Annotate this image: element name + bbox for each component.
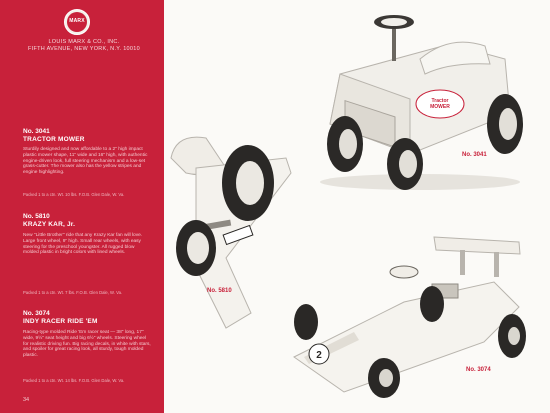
company-line-2: FIFTH AVENUE, NEW YORK, N.Y. 10010 xyxy=(28,45,140,52)
svg-text:2: 2 xyxy=(316,350,322,361)
marx-logo xyxy=(64,9,90,35)
item-number-3041: No. 3041 xyxy=(23,128,50,135)
item-pack-3074: Packed 1 to a ctn. Wt. 14 lbs. F.O.B. Glen Dale, W. Va. xyxy=(23,378,125,383)
item-number-3074: No. 3074 xyxy=(23,310,50,317)
company-name xyxy=(14,39,154,52)
svg-text:MOWER: MOWER xyxy=(430,104,450,110)
item-number-5810: No. 5810 xyxy=(23,213,50,220)
caption-krazy: No. 5810 xyxy=(207,288,232,294)
indy-racer-image xyxy=(284,232,540,408)
item-pack-5810: Packed 1 to a ctn. Wt. 7 lbs. F.O.B. Glen Dale, W. Va. xyxy=(23,290,123,295)
caption-mower: No. 3041 xyxy=(462,152,487,158)
item-desc-3041: Sturdily designed and now affordable to a 2" high impact plastic mower shape, 11" wide and 16" high, with authentic engine-driven look, full steering mechanism and a low-set grass-cutter. The mower also has the yellow stripes and engine highlighting. xyxy=(23,147,148,176)
item-desc-5810: New "Little Brother" ride that any Krazy Kar fan will love. Large front wheel, 9" high. Small rear wheels, with easy steering for the preschool youngster. All rugged blow molded plastic in bright colors with lined wheels. xyxy=(23,233,143,256)
tractor-mower-image xyxy=(300,4,532,194)
item-title-3041: TRACTOR MOWER xyxy=(23,136,85,143)
item-title-3074: INDY RACER RIDE 'EM xyxy=(23,318,98,325)
info-panel xyxy=(0,0,164,413)
item-pack-3041: Packed 1 to a ctn. Wt. 10 lbs. F.O.B. Glen Dale, W. Va. xyxy=(23,192,125,197)
company-line-1: LOUIS MARX & CO., INC. xyxy=(48,39,120,45)
caption-indy: No. 3074 xyxy=(466,367,491,373)
svg-text:Tractor: Tractor xyxy=(431,98,449,104)
logo-text: MARX xyxy=(69,18,85,24)
item-desc-3074: Racing-type molded Ride 'Em racer seat — 38" long, 17" wide, 9½" seat height and big 6½" wheels. Steering wheel for realistic driving fun. Big racing decals, in white with stars, and spoiler for great racing look, all sturdy, tough molded plastic. xyxy=(23,330,151,359)
page-number: 34 xyxy=(23,397,30,403)
logo-inner xyxy=(67,12,87,32)
item-title-5810: KRAZY KAR, Jr. xyxy=(23,221,76,228)
